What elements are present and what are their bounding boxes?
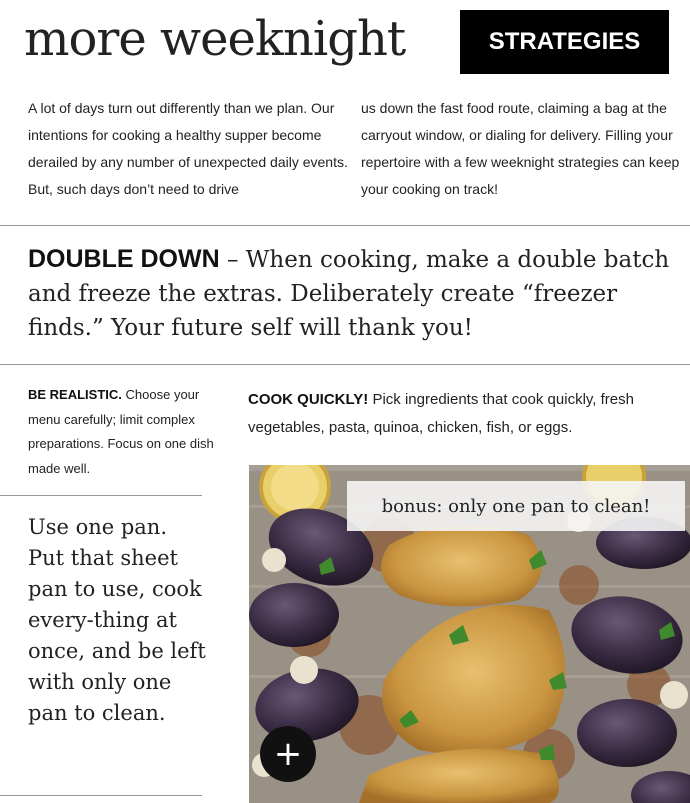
- page-title: more weeknight: [24, 11, 406, 67]
- double-down-section: [28, 242, 678, 345]
- double-down-body: – When cooking, make a double batch and freeze the extras. Deliberately create “freezer finds.” Your future self will thank you!: [28, 247, 670, 341]
- one-pan-callout: Use one pan. Put that sheet pan to use, cook every-thing at once, and be left with only one pan to clean.: [28, 515, 206, 725]
- intro-text-left: A lot of days turn out differently than we plan. Our intentions for cooking a healthy supper become derailed by any number of unexpected daily events. But, such days don’t need to drive: [28, 100, 348, 197]
- divider: [0, 364, 690, 365]
- intro-text-right: us down the fast food route, claiming a bag at the carryout window, or dialing for delivery. Filling your repertoire with a few weeknight strategies can keep your cooking on track!: [361, 100, 680, 197]
- be-realistic-heading: BE REALISTIC.: [28, 387, 122, 402]
- divider: [0, 225, 690, 226]
- be-realistic-body: Choose your menu carefully; limit complex preparations. Focus on one dish made well.: [28, 387, 214, 476]
- cook-quickly-tip: [248, 386, 673, 442]
- be-realistic-tip: [28, 383, 223, 481]
- double-down-heading: DOUBLE DOWN: [28, 245, 220, 273]
- photo-caption: bonus: only one pan to clean!: [347, 481, 685, 531]
- cook-quickly-body: Pick ingredients that cook quickly, fresh vegetables, pasta, quinoa, chicken, fish, or eggs.: [248, 391, 634, 436]
- divider: [0, 795, 202, 796]
- plus-icon[interactable]: +: [260, 726, 316, 782]
- divider: [0, 495, 202, 496]
- cook-quickly-heading: COOK QUICKLY!: [248, 391, 369, 408]
- sheet-pan-photo: [249, 465, 690, 803]
- strategies-badge: STRATEGIES: [460, 10, 669, 74]
